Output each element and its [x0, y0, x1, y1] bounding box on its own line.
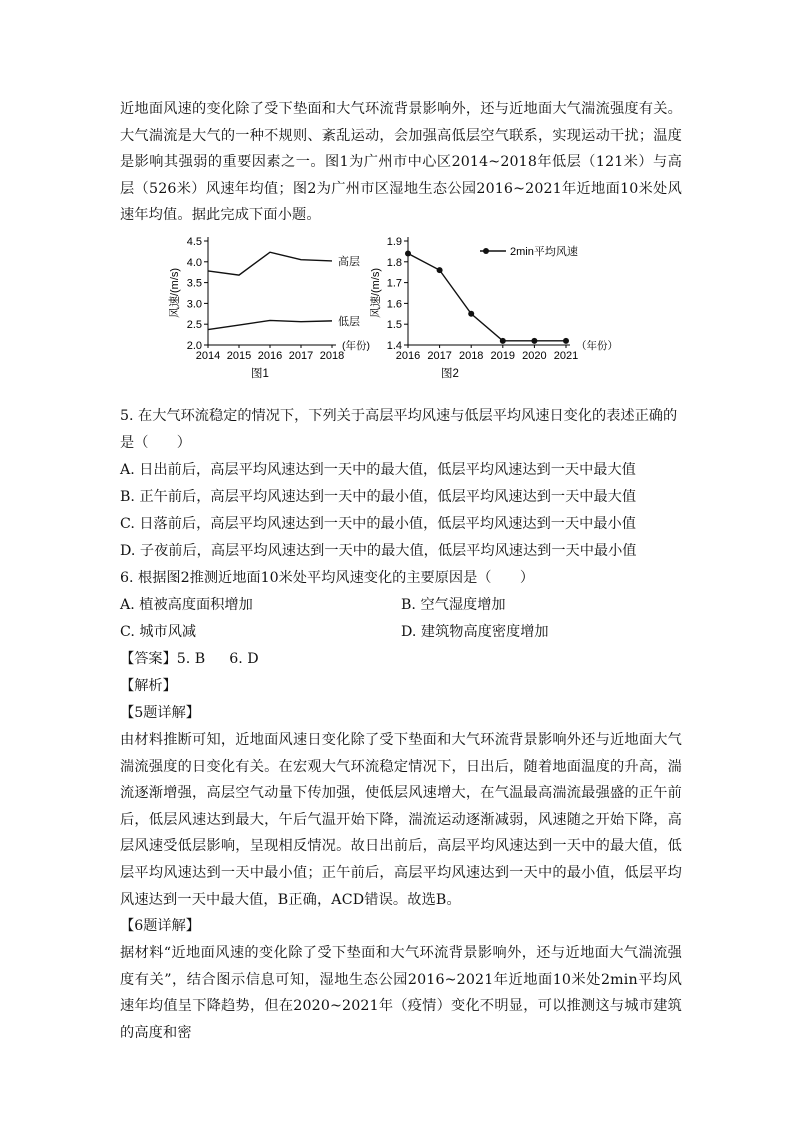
- chart-title: 图2: [441, 367, 459, 380]
- page: [120, 96, 682, 1047]
- data-point: [468, 311, 474, 317]
- x-tick-label: 2017: [427, 349, 452, 362]
- question-5-stem: 5. 在大气环流稳定的情况下，下列关于高层平均风速与低层平均风速日变化的表述正确的是（ ）: [120, 407, 678, 451]
- detail-6-label: 【6题详解】: [120, 918, 200, 935]
- y-tick-label: 2.5: [186, 319, 202, 332]
- x-tick-label: 2019: [490, 349, 516, 362]
- x-tick-label: 2014: [195, 349, 221, 362]
- x-tick-label: 2017: [288, 349, 314, 362]
- figures: [120, 233, 682, 393]
- answer-line: [120, 646, 682, 673]
- y-tick-label: 1.4: [386, 339, 402, 352]
- series-line: [208, 252, 332, 275]
- q5-option-a: A. 日出前后，高层平均风速达到一天中的最大值，低层平均风速达到一天中最大值: [120, 461, 636, 478]
- x-tick-label: 2021: [553, 349, 579, 362]
- y-tick-label: 1.6: [386, 298, 402, 311]
- q5-option-b: B. 正午前后，高层平均风速达到一天中的最小值，低层平均风速达到一天中最大值: [120, 488, 637, 505]
- y-tick-label: 1.8: [386, 256, 402, 269]
- x-axis-label: (年份): [342, 339, 370, 352]
- detail-5-label: 【5题详解】: [120, 704, 200, 721]
- data-point: [405, 250, 411, 256]
- answer-5: 5. B: [176, 650, 206, 667]
- series-line: [408, 253, 566, 340]
- x-tick-label: 2016: [257, 349, 283, 362]
- q6-options-row-2: [120, 619, 682, 646]
- q5-option-d: D. 子夜前后，高层平均风速达到一天中的最大值，低层平均风速达到一天中最小值: [120, 542, 637, 559]
- answer-label: 【答案】: [120, 650, 177, 667]
- answer-6: 6. D: [229, 650, 259, 667]
- series-label: 高层: [338, 255, 360, 268]
- y-tick-label: 3.0: [186, 298, 202, 311]
- data-point: [531, 338, 537, 344]
- y-tick-label: 3.5: [186, 277, 202, 290]
- x-tick-label: 2016: [395, 349, 421, 362]
- x-tick-label: 2015: [226, 349, 252, 362]
- q6-options-row-1: [120, 592, 682, 619]
- q6-option-d: D. 建筑物高度密度增加: [401, 623, 549, 640]
- figure-1-chart: [168, 233, 404, 389]
- data-point: [500, 338, 506, 344]
- y-axis-label: 风速/(m/s): [169, 267, 181, 319]
- series-label: 低层: [338, 315, 360, 328]
- y-tick-label: 1.5: [386, 319, 402, 332]
- y-tick-label: 1.7: [386, 277, 402, 290]
- detail-5-text: 由材料推断可知，近地面风速日变化除了受下垫面和大气环流背景影响外还与近地面大气湍流强度的日变化有关。在宏观大气环流稳定情况下，日出后，随着地面温度的升高，湍流逐渐增强，高层空气动量下传加强，使低层风速增大，在气温最高湍流最强盛的正午前后，低层风速达到最大，午后气温开始下降，湍流运动逐渐减弱，风速随之开始下降，高层风速受低层影响，呈现相反情况。故日出前后，高层平均风速达到一天中的最大值，低层平均风速达到一天中最小值；正午前后，高层平均风速达到一天中的最小值，低层平均风速达到一天中最大值，B正确，ACD错误。故选B。: [120, 731, 682, 908]
- analysis-label: 【解析】: [120, 677, 177, 694]
- x-axis-label: （年份）: [576, 339, 618, 352]
- q5-option-c: C. 日落前后，高层平均风速达到一天中的最小值，低层平均风速达到一天中最小值: [120, 515, 636, 532]
- y-tick-label: 1.9: [386, 235, 402, 248]
- y-tick-label: 4.5: [186, 235, 202, 248]
- q6-option-a: A. 植被高度面积增加: [120, 596, 253, 613]
- y-tick-label: 2.0: [186, 339, 202, 352]
- legend-label: 2min平均风速: [510, 245, 578, 258]
- chart-title: 图1: [251, 367, 269, 380]
- x-tick-label: 2020: [522, 349, 547, 362]
- y-tick-label: 4.0: [186, 256, 202, 269]
- data-point: [437, 267, 443, 273]
- q6-option-c: C. 城市风减: [120, 623, 197, 640]
- x-tick-label: 2018: [319, 349, 345, 362]
- question-6-stem: 6. 根据图2推测近地面10米处平均风速变化的主要原因是（ ）: [120, 569, 535, 586]
- figure-2-chart: [370, 233, 632, 389]
- series-line: [208, 320, 332, 329]
- legend-marker: [483, 248, 489, 254]
- y-axis-label: 风速/(m/s): [370, 267, 382, 319]
- detail-6-text: 据材料“近地面风速的变化除了受下垫面和大气环流背景影响外，还与近地面大气湍流强度有关”，结合图示信息可知，湿地生态公园2016~2021年近地面10米处2min平均风速年均值呈下降趋势，但在2020~2021年（疫情）变化不明显，可以推测这与城市建筑的高度和密: [120, 945, 682, 1041]
- x-tick-label: 2018: [458, 349, 484, 362]
- data-point: [563, 338, 569, 344]
- intro-paragraph: 近地面风速的变化除了受下垫面和大气环流背景影响外，还与近地面大气湍流强度有关。大气湍流是大气的一种不规则、紊乱运动，会加强高低层空气联系，实现运动干扰；温度是影响其强弱的重要因素之一。图1为广州市中心区2014~2018年低层（121米）与高层（526米）风速年均值；图2为广州市区湿地生态公园2016~2021年近地面10米处风速年均值。据此完成下面小题。: [120, 101, 682, 224]
- q6-option-b: B. 空气湿度增加: [401, 596, 506, 613]
